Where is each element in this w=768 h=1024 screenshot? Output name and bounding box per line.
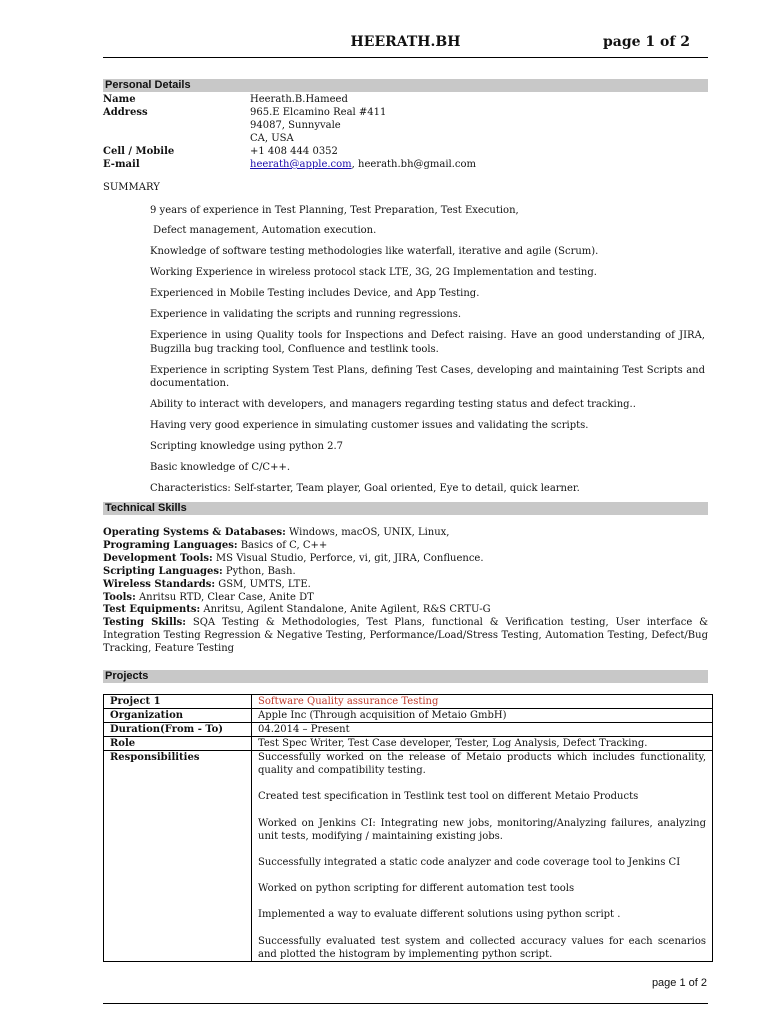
skill-value: Python, Bash. [222,565,296,577]
skill-label: Tools: [103,591,136,603]
responsibility-item: Created test specification in Testlink test tool on different Metaio Products [258,791,639,803]
skill-row [103,604,708,617]
email-secondary[interactable]: heerath.bh@gmail.com [358,159,477,170]
summary-item: Experience in scripting System Test Plans, defining Test Cases, developing and maintaining Test Scripts and documentation. [150,364,705,390]
skill-value: MS Visual Studio, Perforce, vi, git, JIRA, Confluence. [212,552,484,564]
responsibility-item: Successfully worked on the release of Metaio products which includes functionality, quality and compatibility testing. [258,752,706,777]
footer-rule [103,1003,708,1004]
email-values [250,158,708,171]
summary-item: Characteristics: Self-starter, Team player, Goal oriented, Eye to detail, quick learner. [150,483,580,495]
responsibility-item: Worked on python scripting for different automation test tools [258,883,575,895]
responsibility-item: Successfully integrated a static code analyzer and code coverage tool to Jenkins CI [258,857,681,869]
skill-label: Development Tools: [103,552,213,564]
responsibilities-label: Responsibilities [104,751,252,962]
header-rule [103,57,708,58]
header-page-number: page 1 of 2 [602,34,690,50]
duration-value: 04.2014 – Present [252,723,713,737]
skill-row [103,566,708,579]
phone-label: Cell / Mobile [103,146,175,157]
personal-name-row [103,93,708,106]
responsibility-item: Implemented a way to evaluate different solutions using python script . [258,909,621,921]
page-header [103,34,708,54]
email-primary-link[interactable]: heerath@apple.com [250,159,352,170]
skill-row [103,540,708,553]
address-value [250,106,708,145]
section-projects: Projects [103,670,708,683]
summary-item: 9 years of experience in Test Planning, Test Preparation, Test Execution, [150,205,519,216]
project-title-row [104,695,713,709]
skill-value: Basics of C, C++ [237,539,328,551]
role-value: Test Spec Writer, Test Case developer, Tester, Log Analysis, Defect Tracking. [252,737,713,751]
role-label: Role [104,737,252,751]
project-organization-row [104,709,713,723]
address-line-3: CA, USA [250,133,294,144]
personal-email-row [103,158,708,171]
footer-page-number: page 1 of 2 [651,977,707,989]
skill-value: Anritsu, Agilent Standalone, Anite Agilent, R&S CRTU-G [200,604,491,616]
email-separator: , [351,159,355,170]
summary-heading: SUMMARY [103,182,160,193]
personal-phone-row [103,145,708,158]
skill-value: Windows, macOS, UNIX, Linux, [285,527,450,538]
summary-list [150,204,705,503]
project-responsibilities-row [104,751,713,962]
summary-item: Basic knowledge of C/C++. [150,462,291,474]
summary-item: Defect management, Automation execution. [150,225,377,237]
skill-row [103,617,708,656]
project-title: Software Quality assurance Testing [252,695,713,709]
section-personal-details: Personal Details [103,79,708,92]
section-technical-skills: Technical Skills [103,502,708,515]
project-label: Project 1 [104,695,252,709]
phone-value: +1 408 444 0352 [250,146,338,157]
skill-row [103,553,708,566]
summary-item: Working Experience in wireless protocol stack LTE, 3G, 2G Implementation and testing. [150,267,597,279]
summary-item: Ability to interact with developers, and managers regarding testing status and defect tracking.. [150,399,636,411]
skill-label: Programing Languages: [103,539,238,551]
email-label: E-mail [103,159,140,170]
summary-item: Experience in validating the scripts and running regressions. [150,309,462,321]
skill-label: Operating Systems & Databases: [103,527,286,538]
summary-item: Experience in using Quality tools for Inspections and Defect raising. Have an good understanding of JIRA, Bugzilla bug tracking tool, Confluence and testlink tools. [150,330,705,355]
skill-row [103,527,708,540]
responsibility-item: Successfully evaluated test system and collected accuracy values for each scenarios and plotted the histogram by implementing python script. [258,935,706,960]
name-label: Name [103,94,136,105]
organization-label: Organization [104,709,252,723]
name-value: Heerath.B.Hameed [250,94,348,105]
summary-item: Knowledge of software testing methodologies like waterfall, iterative and agile (Scrum). [150,246,599,258]
header-name: HEERATH.BH [350,34,461,50]
project-duration-row [104,723,713,737]
project-table [103,694,713,962]
technical-skills-list [103,527,708,656]
skill-row [103,592,708,605]
skill-value: SQA Testing & Methodologies, Test Plans, functional & Verification testing, User interface & Integration Testing Regression & Negative Testing, Performance/Load/Stress Testing, Automation Testing, Defect/Bug Tracking, Feature Testing [103,617,708,655]
duration-label: Duration(From - To) [104,723,252,737]
project-role-row [104,737,713,751]
responsibility-item: Worked on Jenkins CI: Integrating new jobs, monitoring/Analyzing failures, analyzing unit tests, modifying / maintaining existing jobs. [258,817,706,842]
skill-label: Test Equipments: [103,604,201,616]
address-line-1: 965.E Elcamino Real #411 [250,107,387,118]
address-label: Address [103,107,148,118]
skill-label: Testing Skills: [103,617,186,629]
summary-item: Experienced in Mobile Testing includes Device, and App Testing. [150,288,480,300]
summary-item: Scripting knowledge using python 2.7 [150,441,344,453]
skill-row [103,579,708,592]
skill-value: Anritsu RTD, Clear Case, Anite DT [135,591,314,603]
personal-details-list [103,93,708,171]
personal-address-row [103,106,708,145]
organization-value: Apple Inc (Through acquisition of Metaio GmbH) [252,709,713,723]
address-line-2: 94087, Sunnyvale [250,120,341,131]
skill-value: GSM, UMTS, LTE. [215,578,311,590]
responsibilities-list [252,751,713,962]
skill-label: Scripting Languages: [103,565,223,577]
skill-label: Wireless Standards: [103,578,216,590]
summary-item: Having very good experience in simulating customer issues and validating the scripts. [150,420,589,432]
